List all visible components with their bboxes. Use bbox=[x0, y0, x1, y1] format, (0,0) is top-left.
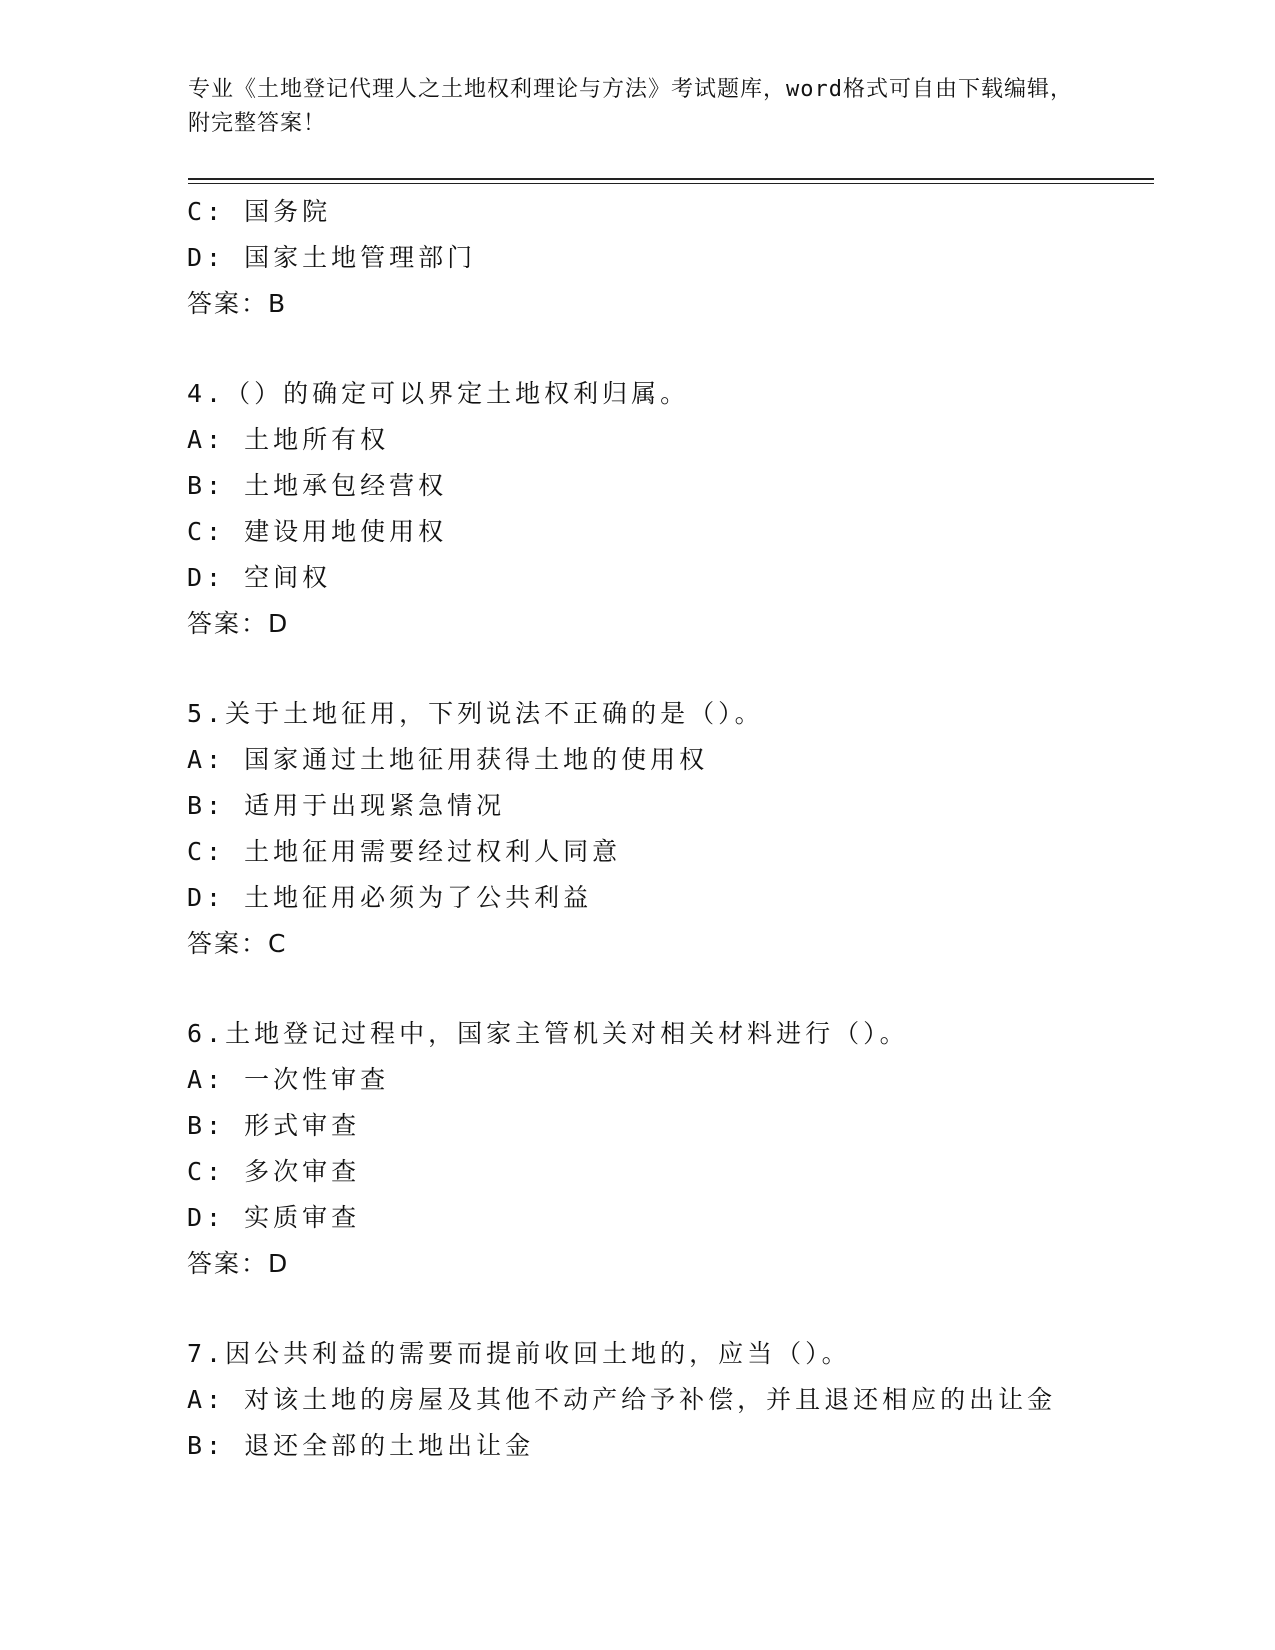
option-a: A: 国家通过土地征用获得土地的使用权 bbox=[187, 745, 709, 774]
question-text: 6.土地登记过程中，国家主管机关对相关材料进行（）。 bbox=[187, 1019, 909, 1048]
option-a: A: 土地所有权 bbox=[187, 425, 390, 454]
question-block bbox=[187, 189, 1147, 327]
answer-line: 答案：D bbox=[187, 1249, 290, 1278]
option-d: D: 土地征用必须为了公共利益 bbox=[187, 883, 593, 912]
option-d: D: 实质审查 bbox=[187, 1203, 361, 1232]
option-b: B: 形式审查 bbox=[187, 1111, 361, 1140]
question-list bbox=[187, 189, 1147, 1469]
option-d: D: 空间权 bbox=[187, 563, 332, 592]
question-text: 5.关于土地征用，下列说法不正确的是（）。 bbox=[187, 699, 764, 728]
option-a: A: 一次性审查 bbox=[187, 1065, 390, 1094]
header-divider bbox=[188, 178, 1154, 180]
option-b: B: 退还全部的土地出让金 bbox=[187, 1431, 535, 1460]
question-block bbox=[187, 371, 1147, 647]
option-b: B: 土地承包经营权 bbox=[187, 471, 448, 500]
page-header-text: 专业《土地登记代理人之土地权利理论与方法》考试题库，word格式可自由下载编辑，附完整答案！ bbox=[188, 77, 1073, 136]
question-block bbox=[187, 691, 1147, 967]
answer-line: 答案：D bbox=[187, 609, 290, 638]
header-divider-thin bbox=[188, 183, 1154, 184]
option-c: C: 多次审查 bbox=[187, 1157, 361, 1186]
option-c: C: 国务院 bbox=[187, 197, 332, 226]
answer-line: 答案：B bbox=[187, 289, 288, 318]
question-text: 4.（）的确定可以界定土地权利归属。 bbox=[187, 379, 690, 408]
question-text: 7.因公共利益的需要而提前收回土地的，应当（）。 bbox=[187, 1339, 851, 1368]
question-block bbox=[187, 1331, 1147, 1469]
option-c: C: 土地征用需要经过权利人同意 bbox=[187, 837, 622, 866]
option-c: C: 建设用地使用权 bbox=[187, 517, 448, 546]
option-d: D: 国家土地管理部门 bbox=[187, 243, 477, 272]
question-block bbox=[187, 1011, 1147, 1287]
answer-line: 答案：C bbox=[187, 929, 288, 958]
option-b: B: 适用于出现紧急情况 bbox=[187, 791, 506, 820]
option-a: A: 对该土地的房屋及其他不动产给予补偿，并且退还相应的出让金 bbox=[187, 1385, 1057, 1414]
